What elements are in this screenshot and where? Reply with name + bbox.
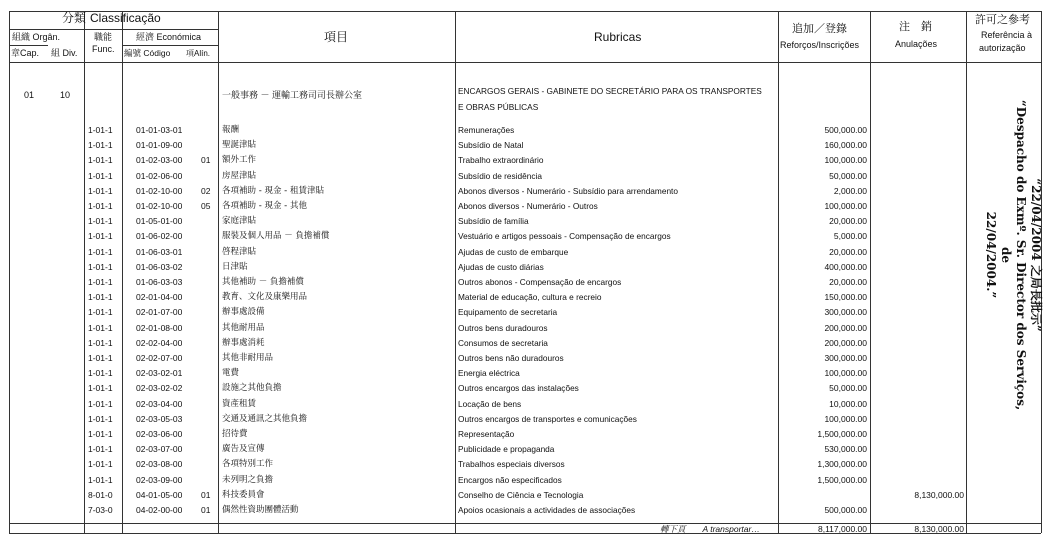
item-zh: 教育、文化及康樂用品 — [222, 292, 308, 303]
economica-label: 經濟 Económica — [136, 32, 202, 42]
rubrica-pt: Outros bens não duradouros — [458, 353, 564, 363]
table-row — [0, 427, 1050, 442]
table-row — [0, 366, 1050, 381]
reforco-amount: 10,000.00 — [829, 398, 867, 409]
table-row — [0, 123, 1050, 138]
section-item: 一般事務 － 運輸工務司司長辦公室 — [222, 90, 363, 100]
authorization-line-3: 22/04/2004.” — [984, 211, 998, 299]
functional-code: 1-01-1 — [88, 398, 113, 409]
economic-code: 02-03-04-00 — [136, 398, 183, 409]
codigo-label: 編號 Código — [124, 48, 171, 58]
item-column-header: 項目 — [324, 30, 349, 44]
reforcos-header-zh: 追加／登錄 — [792, 23, 847, 35]
table-row — [0, 412, 1050, 427]
section-rubrica-line1: ENCARGOS GERAIS - GABINETE DO SECRETÁRIO PARA OS TRANSPORTES — [458, 86, 762, 96]
item-zh: 交通及通訊之其他負擔 — [222, 413, 308, 424]
functional-code: 1-01-1 — [88, 368, 113, 379]
reforco-amount: 400,000.00 — [824, 261, 867, 272]
rubrica-pt: Trabalhos especiais diversos — [458, 459, 565, 470]
item-zh: 房屋津貼 — [222, 170, 257, 181]
reforco-amount: 100,000.00 — [824, 201, 867, 211]
rubrica-pt: Equipamento de secretaria — [458, 307, 558, 318]
functional-code: 1-01-1 — [88, 322, 113, 333]
table-row — [0, 199, 1050, 214]
authorization-line-1: “22/04/2004 之局長批示” — [1029, 178, 1043, 332]
anulacoes-header-pt: Anulações — [895, 39, 938, 49]
economic-code: 01-01-09-00 — [136, 140, 183, 151]
functional-code: 1-01-1 — [88, 459, 113, 470]
reforco-amount: 50,000.00 — [829, 170, 867, 181]
alinea: 05 — [201, 201, 211, 211]
reforcos-header-pt: Reforços/Inscrições — [780, 40, 860, 50]
economic-code: 02-01-04-00 — [136, 292, 183, 303]
rubrica-pt: Representação — [458, 429, 515, 439]
funcional-label-pt: Func. — [92, 44, 115, 54]
grid-line — [9, 523, 1041, 524]
economic-code: 02-03-05-03 — [136, 413, 183, 424]
item-zh: 各項特別工作 — [222, 459, 274, 470]
transport-label: 轉下頁 A transportar… — [660, 524, 760, 534]
rubrica-pt: Ajudas de custo de embarque — [458, 246, 569, 257]
table-row — [0, 351, 1050, 366]
economic-code: 02-03-07-00 — [136, 444, 183, 455]
rubrica-pt: Outros encargos das instalações — [458, 383, 579, 394]
rubrica-pt: Conselho de Ciência e Tecnologia — [458, 489, 584, 500]
functional-code: 1-01-1 — [88, 277, 113, 287]
alin-label: 項Alín. — [186, 49, 211, 58]
functional-code: 1-01-1 — [88, 201, 113, 211]
functional-code: 8-01-0 — [88, 489, 113, 500]
economic-code: 01-06-03-02 — [136, 261, 183, 272]
item-zh: 辦事處設備 — [222, 307, 265, 318]
reforco-amount: 20,000.00 — [829, 216, 867, 227]
reforco-amount: 2,000.00 — [833, 185, 867, 196]
table-row — [0, 169, 1050, 184]
grid-line — [122, 45, 218, 46]
functional-code: 1-01-1 — [88, 155, 113, 166]
div-label: 組 Div. — [51, 48, 78, 58]
reforco-amount: 1,500,000.00 — [817, 474, 867, 485]
functional-code: 1-01-1 — [88, 170, 113, 181]
rubrica-pt: Subsídio de família — [458, 216, 529, 227]
item-zh: 其他補助 － 負擔補償 — [222, 277, 304, 287]
reforco-amount: 300,000.00 — [824, 353, 867, 363]
functional-code: 1-01-1 — [88, 429, 113, 439]
grid-line — [9, 11, 1041, 12]
functional-code: 1-01-1 — [88, 185, 113, 196]
table-row — [0, 184, 1050, 199]
authorization-line-2: “Despacho do Exmº. Sr. Director dos Serviços, de — [999, 99, 1028, 411]
section-cap: 01 — [24, 90, 35, 100]
functional-code: 1-01-1 — [88, 261, 113, 272]
economic-code: 02-01-08-00 — [136, 322, 183, 333]
grid-line — [9, 45, 48, 46]
economic-code: 01-06-02-00 — [136, 231, 183, 242]
section-div: 10 — [60, 90, 71, 100]
reforco-amount: 200,000.00 — [824, 322, 867, 333]
functional-code: 1-01-1 — [88, 246, 113, 257]
item-zh: 偶然性資助團體活動 — [222, 505, 299, 515]
section-rubrica-line2: E OBRAS PÚBLICAS — [458, 102, 539, 112]
rubrica-pt: Abonos diversos - Numerário - Outros — [458, 201, 598, 211]
item-zh: 設施之其他負擔 — [222, 383, 282, 394]
reforco-amount: 530,000.00 — [824, 444, 867, 455]
rubrica-pt: Subsídio de Natal — [458, 140, 524, 151]
rubrica-pt: Remunerações — [458, 125, 515, 135]
item-zh: 家庭津貼 — [222, 216, 257, 227]
rubrica-pt: Subsídio de residência — [458, 170, 542, 181]
economic-code: 01-05-01-00 — [136, 216, 183, 227]
table-row — [0, 214, 1050, 229]
functional-code: 1-01-1 — [88, 413, 113, 424]
reforco-amount: 100,000.00 — [824, 155, 867, 166]
economic-code: 01-06-03-03 — [136, 277, 183, 287]
table-row — [0, 305, 1050, 320]
anulacoes-header-zh: 注 銷 — [899, 21, 932, 33]
referencia-header-pt-2: autorização — [979, 43, 1026, 53]
reforco-amount: 20,000.00 — [829, 246, 867, 257]
grid-line — [9, 29, 218, 30]
economic-code: 02-02-07-00 — [136, 353, 183, 363]
grid-line — [9, 533, 1041, 534]
table-row — [0, 138, 1050, 153]
rubrica-pt: Outros abonos - Compensação de encargos — [458, 277, 622, 287]
economic-code: 02-03-09-00 — [136, 474, 183, 485]
economic-code: 01-02-06-00 — [136, 170, 183, 181]
reforco-amount: 100,000.00 — [824, 413, 867, 424]
alinea: 01 — [201, 489, 211, 500]
rubrica-pt: Publicidade e propaganda — [458, 444, 555, 455]
economic-code: 01-02-10-00 — [136, 185, 183, 196]
economic-code: 01-02-10-00 — [136, 201, 183, 211]
reforco-amount: 50,000.00 — [829, 383, 867, 394]
authorization-reference — [982, 90, 1044, 420]
total-anulacoes: 8,130,000.00 — [914, 524, 964, 534]
rubrica-pt: Ajudas de custo diárias — [458, 261, 544, 272]
item-zh: 辦事處消耗 — [222, 337, 265, 348]
item-zh: 未列明之負擔 — [222, 474, 274, 485]
funcional-label-zh: 職能 — [94, 32, 113, 42]
total-reforcos: 8,117,000.00 — [818, 524, 867, 534]
rubrica-pt: Encargos não especificados — [458, 474, 562, 485]
cap-label: 章Cap. — [11, 48, 40, 58]
economic-code: 02-03-02-02 — [136, 383, 183, 394]
item-zh: 招待費 — [222, 429, 248, 439]
functional-code: 1-01-1 — [88, 353, 113, 363]
functional-code: 1-01-1 — [88, 444, 113, 455]
economic-code: 01-06-03-01 — [136, 246, 183, 257]
rubricas-column-header: Rubricas — [594, 30, 642, 44]
reforco-amount: 160,000.00 — [824, 140, 867, 151]
item-zh: 服裝及個人用品 － 負擔補償 — [222, 231, 330, 242]
rubrica-pt: Vestuário e artigos pessoais - Compensação de encargos — [458, 231, 671, 242]
reforco-amount: 500,000.00 — [824, 125, 867, 135]
table-row — [0, 290, 1050, 305]
grid-line — [9, 62, 1041, 63]
rubrica-pt: Abonos diversos - Numerário - Subsídio para arrendamento — [458, 185, 678, 196]
table-row — [0, 245, 1050, 260]
alinea: 01 — [201, 155, 211, 166]
item-zh: 其他耐用品 — [222, 322, 265, 333]
table-row — [0, 473, 1050, 488]
item-zh: 報酬 — [222, 125, 240, 135]
functional-code: 7-03-0 — [88, 505, 113, 515]
functional-code: 1-01-1 — [88, 231, 113, 242]
table-row — [0, 275, 1050, 290]
functional-code: 1-01-1 — [88, 474, 113, 485]
functional-code: 1-01-1 — [88, 292, 113, 303]
item-zh: 聖誕津貼 — [222, 140, 257, 151]
rubrica-pt: Locação de bens — [458, 398, 522, 409]
economic-code: 02-02-04-00 — [136, 337, 183, 348]
reforco-amount: 300,000.00 — [824, 307, 867, 318]
reforco-amount: 150,000.00 — [824, 292, 867, 303]
organica-label: 組織 Orgân. — [12, 32, 61, 42]
economic-code: 04-01-05-00 — [136, 489, 183, 500]
reforco-amount: 200,000.00 — [824, 337, 867, 348]
table-row — [0, 229, 1050, 244]
table-row — [0, 321, 1050, 336]
classification-zh: 分類 — [62, 11, 87, 25]
rubrica-pt: Outros encargos de transportes e comunicações — [458, 413, 637, 424]
table-row — [0, 153, 1050, 168]
item-zh: 各項補助 - 現金 - 租賃津貼 — [222, 185, 324, 196]
functional-code: 1-01-1 — [88, 216, 113, 227]
table-row — [0, 457, 1050, 472]
classification-pt: Classificação — [90, 11, 161, 25]
reforco-amount: 5,000.00 — [833, 231, 867, 242]
reforco-amount: 1,500,000.00 — [817, 429, 867, 439]
economic-code: 02-03-06-00 — [136, 429, 183, 439]
item-zh: 額外工作 — [222, 155, 257, 166]
item-zh: 啓程津貼 — [222, 246, 257, 257]
referencia-header-zh: 許可之參考 — [975, 14, 1030, 26]
functional-code: 1-01-1 — [88, 307, 113, 318]
authorization-text — [983, 90, 1043, 420]
table-row — [0, 397, 1050, 412]
reforco-amount: 500,000.00 — [824, 505, 867, 515]
economic-code: 01-01-03-01 — [136, 125, 183, 135]
economic-code: 02-03-08-00 — [136, 459, 183, 470]
rubrica-pt: Energia eléctrica — [458, 368, 520, 379]
alinea: 02 — [201, 185, 211, 196]
reforco-amount: 1,300,000.00 — [817, 459, 867, 470]
rubrica-pt: Apoios ocasionais a actividades de associações — [458, 505, 636, 515]
item-zh: 資產租賃 — [222, 398, 257, 409]
item-zh: 廣告及宣傳 — [222, 444, 265, 455]
referencia-header-pt-1: Referência à — [981, 30, 1033, 40]
functional-code: 1-01-1 — [88, 383, 113, 394]
functional-code: 1-01-1 — [88, 140, 113, 151]
table-row — [0, 488, 1050, 503]
economic-code: 02-03-02-01 — [136, 368, 183, 379]
item-zh: 各項補助 - 現金 - 其他 — [222, 201, 307, 211]
economic-code: 01-02-03-00 — [136, 155, 183, 166]
rubrica-pt: Material de educação, cultura e recreio — [458, 292, 602, 303]
rubrica-pt: Trabalho extraordinário — [458, 155, 544, 166]
economic-code: 02-01-07-00 — [136, 307, 183, 318]
item-zh: 電費 — [222, 368, 240, 379]
functional-code: 1-01-1 — [88, 337, 113, 348]
reforco-amount: 20,000.00 — [829, 277, 867, 287]
rubrica-pt: Outros bens duradouros — [458, 322, 548, 333]
item-zh: 科技委員會 — [222, 489, 265, 500]
item-zh: 日津貼 — [222, 261, 248, 272]
anulacao-amount: 8,130,000.00 — [914, 489, 964, 500]
item-zh: 其他非耐用品 — [222, 353, 274, 363]
functional-code: 1-01-1 — [88, 125, 113, 135]
alinea: 01 — [201, 505, 211, 515]
economic-code: 04-02-00-00 — [136, 505, 183, 515]
table-row — [0, 260, 1050, 275]
table-row — [0, 503, 1050, 518]
table-row — [0, 381, 1050, 396]
reforco-amount: 100,000.00 — [824, 368, 867, 379]
rubrica-pt: Consumos de secretaria — [458, 337, 548, 348]
table-row — [0, 442, 1050, 457]
table-row — [0, 336, 1050, 351]
